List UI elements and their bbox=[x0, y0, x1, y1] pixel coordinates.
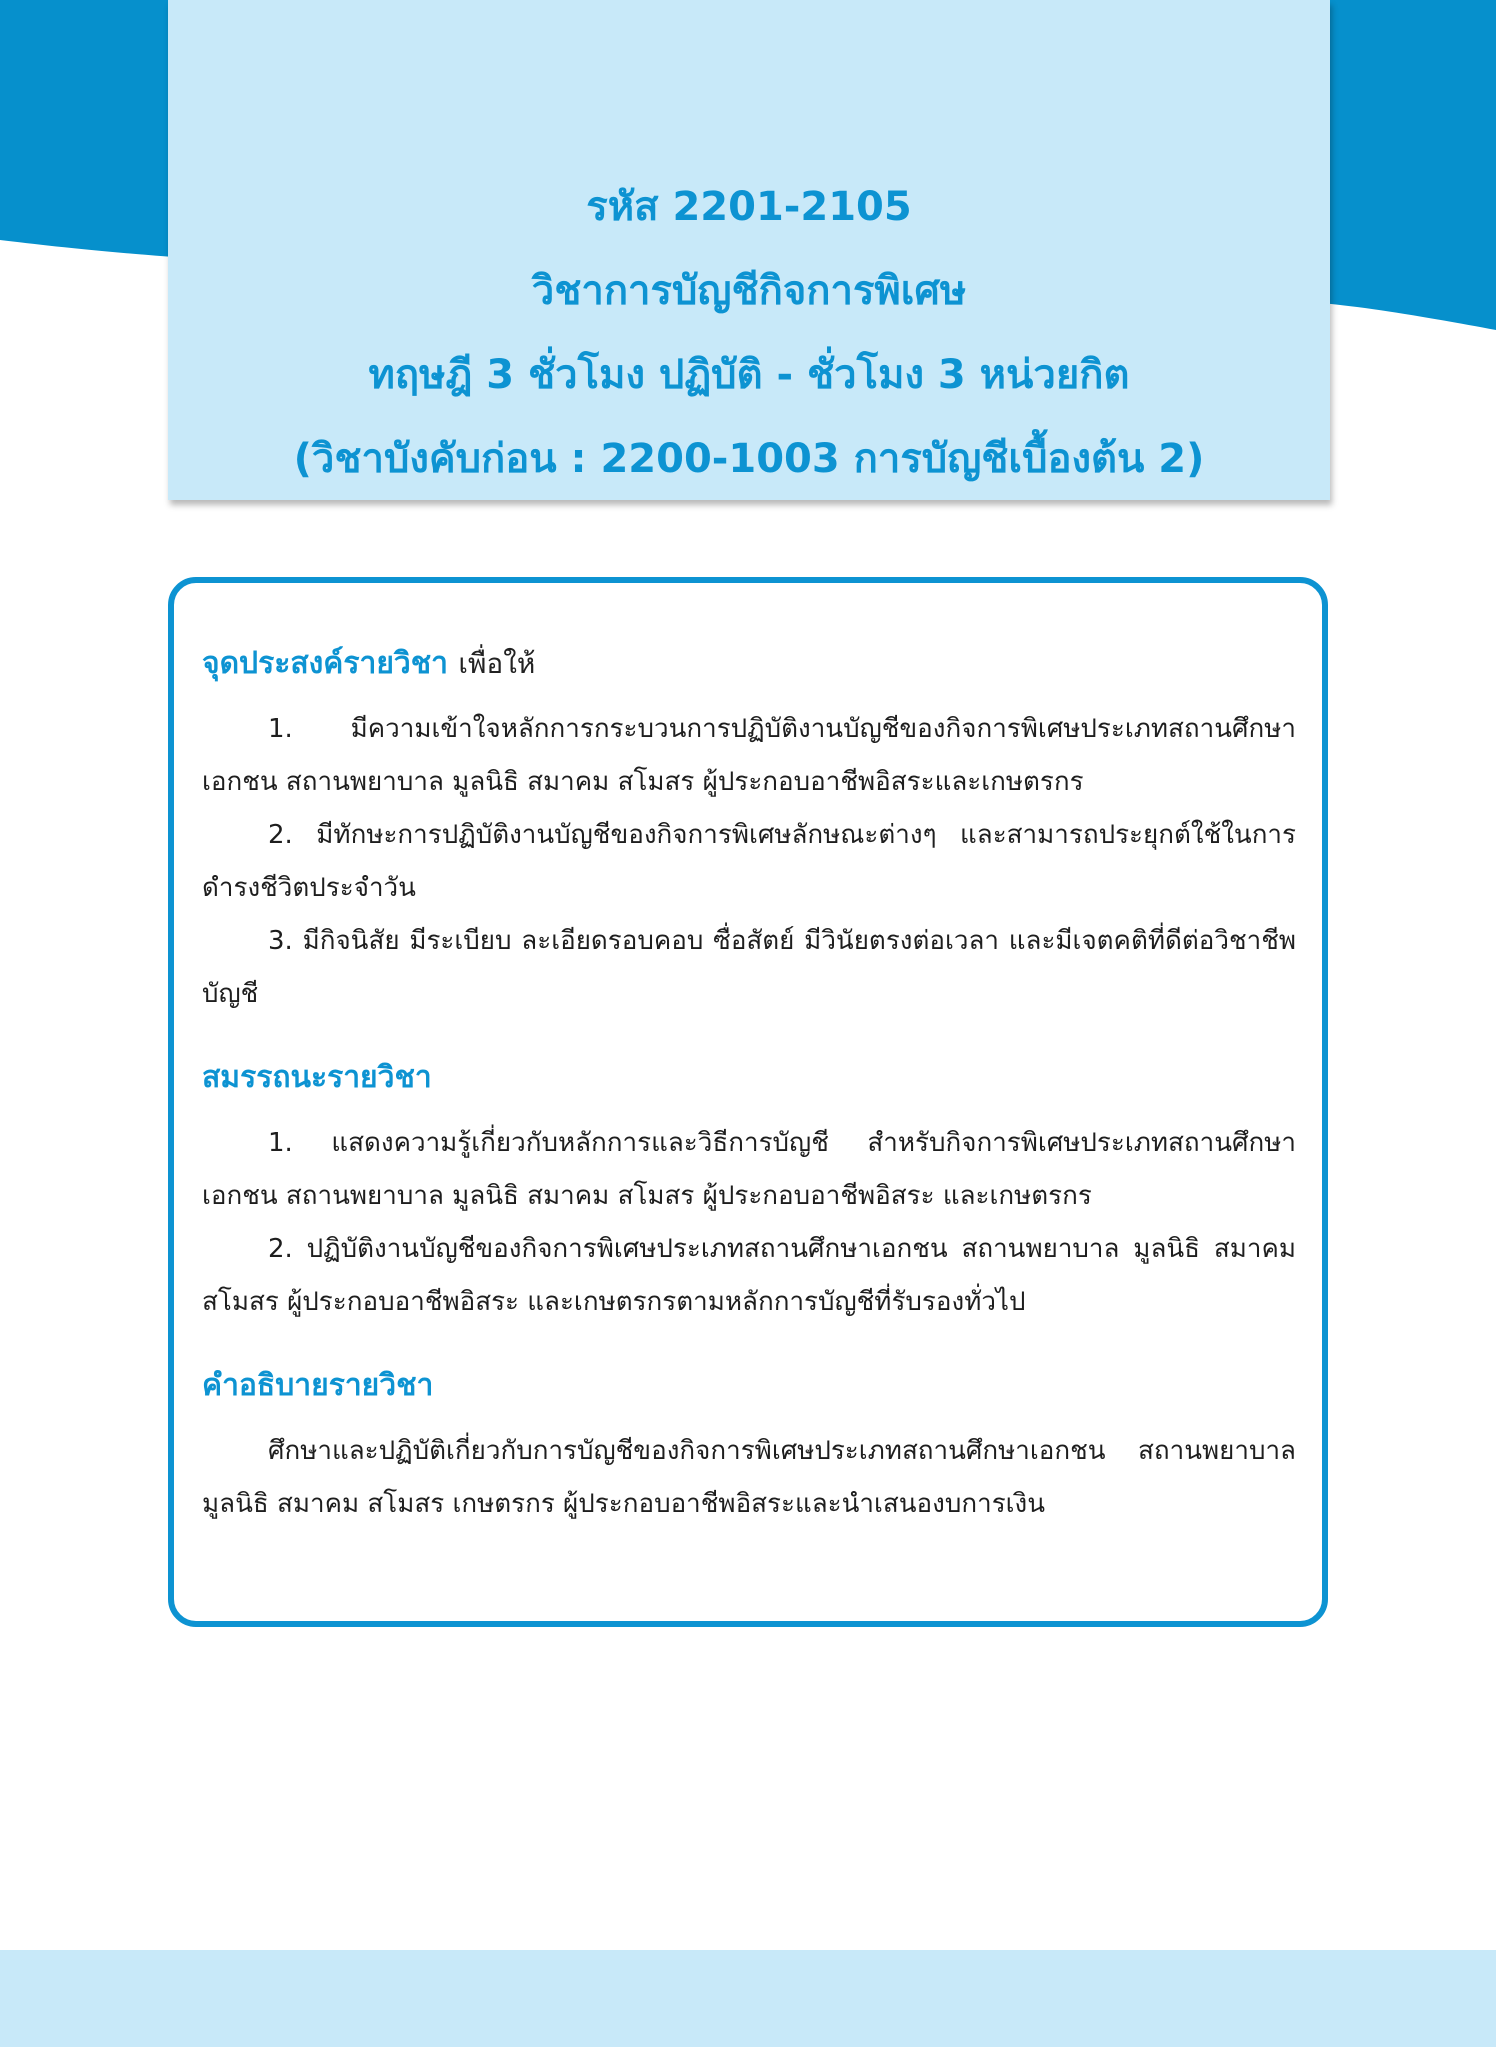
objectives-lead: เพื่อให้ bbox=[458, 647, 536, 680]
objective-item: 2. มีทักษะการปฏิบัติงานบัญชีของกิจการพิเศษลักษณะต่างๆ และสามารถประยุกต์ใช้ในการดำรงชีวิตประจำวัน bbox=[202, 820, 1296, 903]
competency-item: 1. แสดงความรู้เกี่ยวกับหลักการและวิธีการบัญชี สำหรับกิจการพิเศษประเภทสถานศึกษาเอกชน สถานพยาบาล มูลนิธิ สมาคม สโมสร ผู้ประกอบอาชีพอิสระ และเกษตรกร bbox=[202, 1128, 1296, 1211]
objective-item: 3. มีกิจนิสัย มีระเบียบ ละเอียดรอบคอบ ซื่อสัตย์ มีวินัยตรงต่อเวลา และมีเจตคติที่ดีต่อวิชาชีพบัญชี bbox=[202, 926, 1296, 1009]
course-hours: ทฤษฎี 3 ชั่วโมง ปฏิบัติ - ชั่วโมง 3 หน่วยกิต bbox=[368, 352, 1130, 398]
competencies-heading: สมรรถนะรายวิชา bbox=[202, 1060, 432, 1095]
course-detail-box bbox=[168, 577, 1328, 1627]
objectives-heading bbox=[202, 639, 1296, 689]
course-prerequisite: (วิชาบังคับก่อน : 2200-1003 การบัญชีเบื้องต้น 2) bbox=[293, 436, 1205, 482]
description-text: ศึกษาและปฏิบัติเกี่ยวกับการบัญชีของกิจการพิเศษประเภทสถานศึกษาเอกชน สถานพยาบาล มูลนิธิ สมาคม สโมสร เกษตรกร ผู้ประกอบอาชีพอิสระและนำเสนองบการเงิน bbox=[202, 1436, 1296, 1519]
competency-item: 2. ปฏิบัติงานบัญชีของกิจการพิเศษประเภทสถานศึกษาเอกชน สถานพยาบาล มูลนิธิ สมาคม สโมสร ผู้ประกอบอาชีพอิสระ และเกษตรกรตามหลักการบัญชีที่รับรองทั่วไป bbox=[202, 1234, 1296, 1317]
objective-item: 1. มีความเข้าใจหลักการกระบวนการปฏิบัติงานบัญชีของกิจการพิเศษประเภทสถานศึกษาเอกชน สถานพยาบาล มูลนิธิ สมาคม สโมสร ผู้ประกอบอาชีพอิสระและเกษตรกร bbox=[202, 714, 1296, 797]
bottom-band bbox=[0, 1950, 1496, 2047]
course-code: รหัส 2201-2105 bbox=[586, 184, 912, 230]
description-heading: คำอธิบายรายวิชา bbox=[202, 1368, 434, 1403]
objectives-heading-text: จุดประสงค์รายวิชา bbox=[202, 646, 448, 681]
course-name: วิชาการบัญชีกิจการพิเศษ bbox=[531, 268, 967, 314]
title-card bbox=[168, 0, 1330, 500]
